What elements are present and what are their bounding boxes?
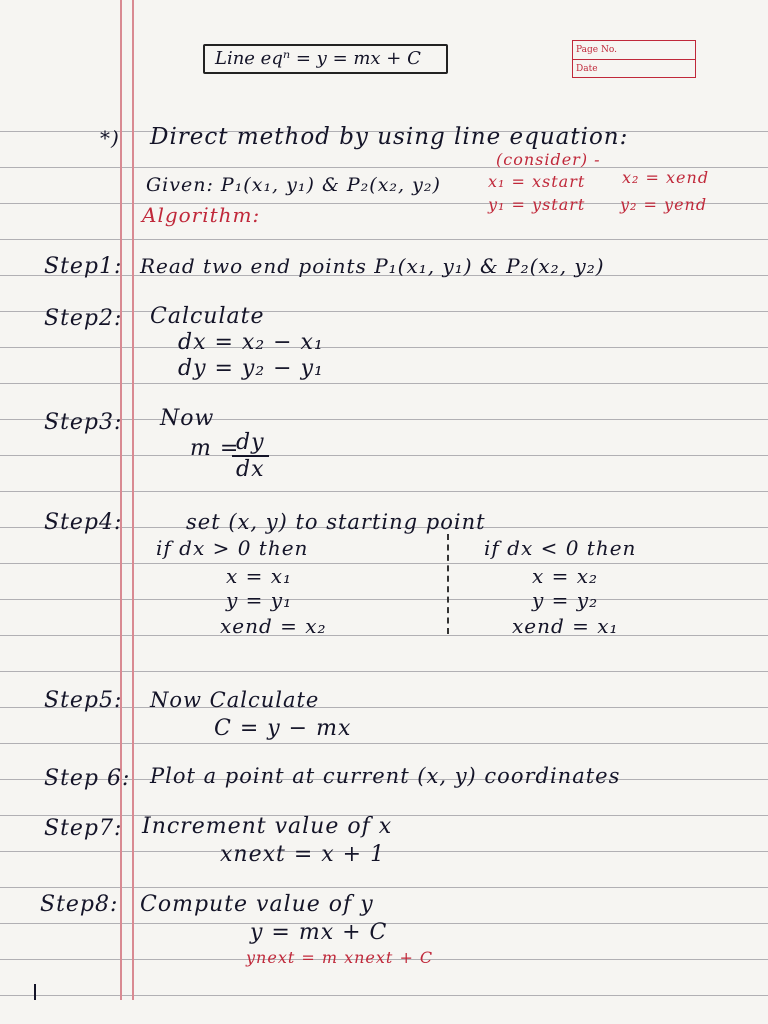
step4-label: Step4: — [44, 510, 123, 535]
fraction-denominator: dx — [236, 457, 265, 482]
step1-label: Step1: — [44, 254, 123, 279]
page-date-box — [572, 40, 696, 78]
step4-right-xend: xend = x₁ — [512, 614, 619, 638]
page-no-label: Page No. — [573, 41, 695, 60]
step4-left-x: x = x₁ — [226, 564, 293, 588]
step4-left-y: y = y₁ — [226, 588, 293, 612]
step6-text: Plot a point at current (x, y) coordinates — [150, 764, 621, 788]
step4-divider — [447, 534, 449, 634]
step3-text: Now — [160, 406, 215, 431]
step8-note: ynext = m xnext + C — [246, 948, 434, 967]
given-text: Given: P₁(x₁, y₁) & P₂(x₂, y₂) — [146, 174, 441, 196]
title-marker: *) — [100, 126, 120, 150]
step6-label: Step 6: — [44, 766, 131, 791]
page-title: Direct method by using line equation: — [150, 124, 629, 150]
pen-mark — [34, 984, 36, 1000]
margin-line-right — [132, 0, 134, 1000]
step3-m: m = — [190, 436, 240, 461]
step8-text: Compute value of y — [140, 892, 374, 917]
step8-formula: y = mx + C — [250, 920, 388, 945]
step1-text: Read two end points P₁(x₁, y₁) & P₂(x₂, y₂) — [140, 254, 605, 278]
line-equation-box: Line eqⁿ = y = mx + C — [203, 44, 448, 74]
step3-fraction — [232, 430, 269, 482]
step7-text: Increment value of x — [142, 814, 393, 839]
step7-formula: xnext = x + 1 — [220, 842, 386, 867]
step4-right-x: x = x₂ — [532, 564, 599, 588]
consider-y2: y₂ = yend — [620, 195, 708, 214]
step5-formula: C = y − mx — [214, 716, 352, 741]
step2-label: Step2: — [44, 306, 123, 331]
step4-left-cond: if dx > 0 then — [156, 536, 309, 560]
step7-label: Step7: — [44, 816, 123, 841]
step4-right-cond: if dx < 0 then — [484, 536, 637, 560]
margin-line-left — [120, 0, 122, 1000]
date-label: Date — [576, 64, 598, 74]
consider-label: (consider) - — [496, 150, 601, 169]
step4-left-xend: xend = x₂ — [220, 614, 327, 638]
step5-label: Step5: — [44, 688, 123, 713]
consider-x1: x₁ = xstart — [488, 172, 586, 191]
step2-dx: dx = x₂ − x₁ — [178, 330, 324, 355]
step5-text: Now Calculate — [150, 688, 320, 712]
step2-text: Calculate — [150, 304, 265, 329]
fraction-numerator: dy — [232, 430, 269, 457]
consider-x2: x₂ = xend — [622, 168, 710, 187]
consider-y1: y₁ = ystart — [488, 195, 586, 214]
step2-dy: dy = y₂ − y₁ — [178, 356, 324, 381]
step4-text: set (x, y) to starting point — [186, 510, 486, 534]
algorithm-label: Algorithm: — [142, 203, 261, 227]
step3-label: Step3: — [44, 410, 123, 435]
step8-label: Step8: — [40, 892, 119, 917]
step4-right-y: y = y₂ — [532, 588, 599, 612]
